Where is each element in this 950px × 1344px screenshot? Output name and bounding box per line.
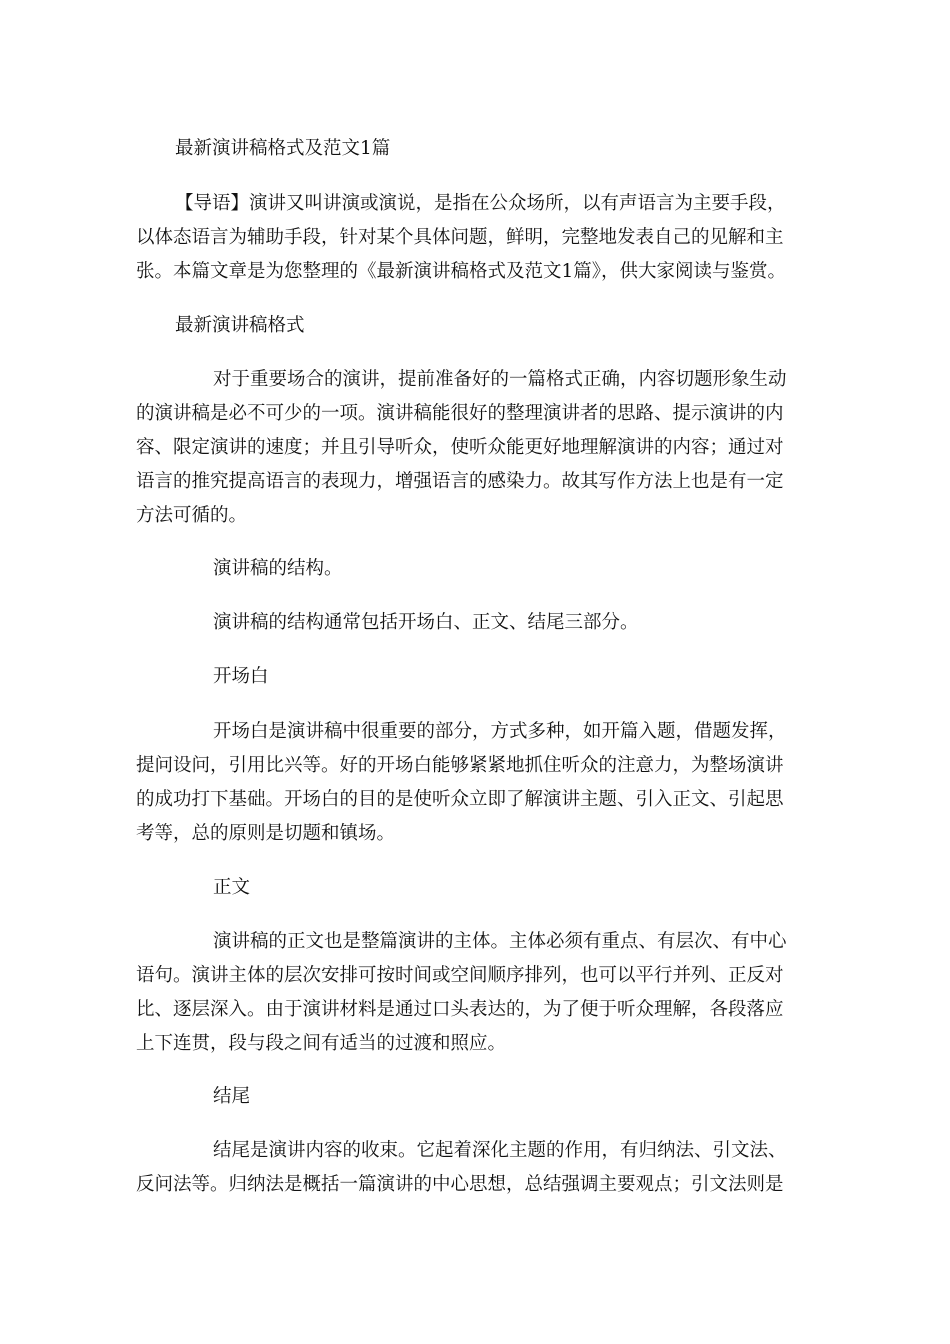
paragraph-line: 考等，总的原则是切题和镇场。 — [136, 823, 396, 844]
paragraph-line: 语言的推究提高语言的表现力，增强语言的感染力。故其写作方法上也是有一定 — [136, 471, 784, 492]
structure-text: 演讲稿的结构通常包括开场白、正文、结尾三部分。 — [213, 612, 639, 633]
paragraph-line: 方法可循的。 — [136, 505, 248, 526]
paragraph-line: 比、逐层深入。由于演讲材料是通过口头表达的，为了便于听众理解，各段落应 — [136, 999, 784, 1020]
section-heading: 最新演讲稿格式 — [175, 315, 305, 336]
paragraph-line: 演讲稿的正文也是整篇演讲的主体。主体必须有重点、有层次、有中心 — [213, 931, 787, 952]
paragraph-line: 反问法等。归纳法是概括一篇演讲的中心思想，总结强调主要观点；引文法则是 — [136, 1174, 784, 1195]
paragraph-line: 容、限定演讲的速度；并且引导听众，使听众能更好地理解演讲的内容；通过对 — [136, 437, 784, 458]
opening-heading: 开场白 — [213, 666, 269, 687]
intro-line: 张。本篇文章是为您整理的《最新演讲稿格式及范文1篇》，供大家阅读与鉴赏。 — [136, 261, 787, 282]
intro-line: 以体态语言为辅助手段，针对某个具体问题，鲜明，完整地发表自己的见解和主 — [136, 227, 784, 248]
paragraph-line: 提问设问，引用比兴等。好的开场白能够紧紧地抓住听众的注意力，为整场演讲 — [136, 755, 784, 776]
paragraph-line: 上下连贯，段与段之间有适当的过渡和照应。 — [136, 1033, 507, 1054]
paragraph-line: 的成功打下基础。开场白的目的是使听众立即了解演讲主题、引入正文、引起思 — [136, 789, 784, 810]
paragraph-line: 对于重要场合的演讲，提前准备好的一篇格式正确，内容切题形象生动 — [213, 369, 787, 390]
body-heading: 正文 — [213, 877, 251, 898]
document-title: 最新演讲稿格式及范文1篇 — [175, 138, 391, 159]
paragraph-line: 的演讲稿是必不可少的一项。演讲稿能很好的整理演讲者的思路、提示演讲的内 — [136, 403, 784, 424]
structure-heading: 演讲稿的结构。 — [213, 558, 343, 579]
paragraph-line: 结尾是演讲内容的收束。它起着深化主题的作用，有归纳法、引文法、 — [213, 1140, 787, 1161]
paragraph-line: 开场白是演讲稿中很重要的部分，方式多种，如开篇入题，借题发挥， — [213, 721, 787, 742]
intro-line: 【导语】演讲又叫讲演或演说，是指在公众场所，以有声语言为主要手段， — [175, 193, 786, 214]
paragraph-line: 语句。演讲主体的层次安排可按时间或空间顺序排列，也可以平行并列、正反对 — [136, 965, 784, 986]
ending-heading: 结尾 — [213, 1086, 251, 1107]
